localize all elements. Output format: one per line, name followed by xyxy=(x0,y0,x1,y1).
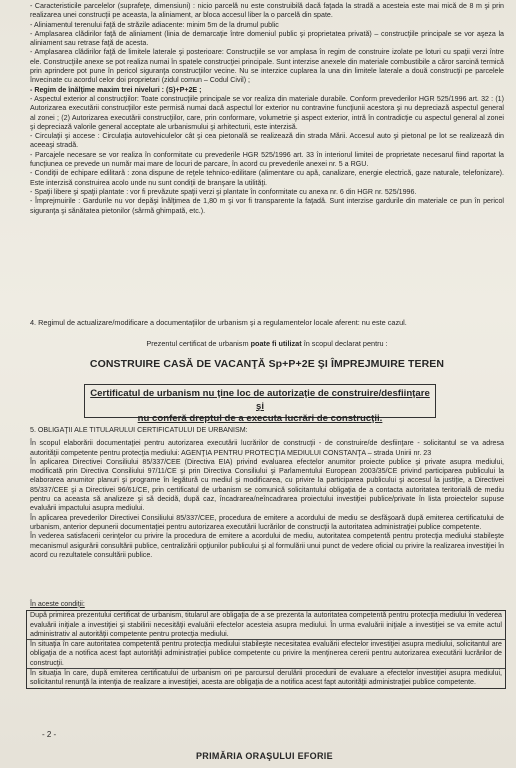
paragraph: - Aliniamentul terenului faţă de străzile adiacente: minim 5m de la drumul public xyxy=(30,20,279,29)
paragraph: În aplicarea Directivei Consiliului 85/337/CEE (Directiva EIA) privind evaluarea efectelor anumitor proiecte publice şi private asupra mediului, modificată prin Directiva Consiliului 97/11/CE şi prin Directiva Consiliului şi Parlamentului European 2003/35/CE privind participarea publicului la elaborarea anumitor planuri şi programe în legătură cu mediul şi modificarea, cu privire la participarea publicului şi accesul la justiţie, a Directivei 85/337/CEE şi a Directivei 96/61/CE, prin certificatul de urbanism se comunică solicitantului obligaţia de a contacta autoritatea teritorială de mediu pentru ca aceasta să analizeze şi să decidă, după caz, încadrarea/neîncadrarea proiectului investiţiei publice/private în lista proiectelor supuse evaluării impactului asupra mediului. xyxy=(30,457,504,513)
notice-box xyxy=(84,384,436,424)
condition-row: După primirea prezentului certificat de urbanism, titularul are obligaţia de a se prezenta la autoritatea competentă pentru protecţia mediului în vederea evaluării iniţiale a investiţiei şi stabilirii necesităţii evaluării efectelor acesteia asupra mediului. În urma evaluării iniţiale a investiţiei se va emite actul administrativ al autorităţii competente pentru protecţia mediului. xyxy=(30,611,502,638)
section-5-heading: 5. OBLIGAŢII ALE TITULARULUI CERTIFICATULUI DE URBANISM: xyxy=(30,426,248,434)
paragraph: - Amplasarea clădirilor faţă de aliniament (linia de demarcaţie între domeniul public şi proprietatea privată) – construcţiile principale se vor aşeza la aliniament sau retrase faţă de acesta. xyxy=(30,29,504,48)
paragraph: - Parcajele necesare se vor realiza în conformitate cu prevederile HGR 525/1996 art. 33 în interiorul limitei de proprietate necesarul fiind raportat la funcţiunea ce prevede un număr mai mare de locuri de parcare, în acord cu prevederile anexei nr. 5 a RGU. xyxy=(30,150,504,169)
purpose-post: în scopul declarat pentru : xyxy=(303,338,388,348)
paragraph: - Împrejmuirile : Gardurile nu vor depăşi înălţimea de 1,80 m şi vor fi transparente la faţadă. Sunt interzise gardurile din materiale ce pun în pericol siguranţa şi sănătatea pietonilor (sârmă ghimpată, etc.). xyxy=(30,197,504,215)
urban-regulations-section xyxy=(30,2,504,216)
paragraph: - Amplasarea clădirilor faţă de limitele laterale şi posterioare: Construcţiile se vor amplasa în regim de construire izolate pe loturi cu spaţii verzi între ele. Construcţiile anexe se pot realiza numai în spatele construcţiei principale. Sunt interzise anexele din materiale combustibile a căror sarcină termică prin aprindere pot pune în pericol siguranţa construcţiilor vecine. Nu se interzice cuplarea la una din limitele laterale a două construcţii pe parcelele învecinate cu acordul celor doi proprietari (zidul comun – Codul Civil) ; xyxy=(30,48,504,85)
section-4-heading: 4. Regimul de actualizare/modificare a documentaţiilor de urbanism şi a regulamentelor locale aferent: nu este cazul. xyxy=(30,318,407,327)
paragraph: - Condiţii de echipare edilitară : zona dispune de reţele tehnico-edilitare (alimentare cu apă, canalizare, energie electrică, gaze naturale, telefonizare). Este interzisă construirea acolo unde nu sunt condiţii de branşare la utilităţi. xyxy=(30,169,504,187)
paragraph: În vederea satisfacerii cerinţelor cu privire la procedura de emitere a acordului de mediu, autoritatea competentă pentru protecţia mediului stabileşte mecanismul asigurării consultării publice, centralizării opţiunilor publicului şi al formulării unui punct de vedere oficial cu privire la realizarea investiţiei în acord cu rezultatele consultării publice. xyxy=(30,532,504,559)
section-5 xyxy=(30,426,504,560)
conditions-section xyxy=(26,600,506,689)
condition-row: În situaţia în care, după emiterea certificatului de urbanism ori pe parcursul derulării procedurii de evaluare a efectelor investiţiei asupra mediului, solicitantul renunţă la intenţia de realizare a investiţiei, acesta are obligaţia de a notifica acest fapt autorităţii administraţiei publice competente. xyxy=(27,668,505,688)
conditions-table xyxy=(26,610,506,688)
purpose-pre: Prezentul certificat de urbanism xyxy=(146,338,249,348)
condition-row: În situaţia în care autoritatea competentă pentru protecţia mediului stabileşte necesitatea evaluării efectelor investiţiei asupra mediului, solicitantul are obligaţia de a notifica acest fapt autorităţii administraţiei publice competente cu privire la menţinerea cererii pentru autorizarea executării lucrărilor de construcţii. xyxy=(27,639,505,668)
construction-title: CONSTRUIRE CASĂ DE VACANŢĂ Sp+P+2E ŞI ÎMPREJMUIRE TEREN xyxy=(89,358,445,370)
purpose-statement xyxy=(30,339,504,349)
paragraph: - Aspectul exterior al construcţiilor: Toate construcţiile principale se vor realiza din materiale durabile. Conform prevederilor HGR 525/1996 art. 32 : (1) Autorizarea executării construcţiilor este permisă numai dacă aspectul lor exterior nu contravine funcţiunii acestora şi nu depreciază aspectul general al zonei ; (2) Autorizarea executării construcţiilor, care, prin conformare, volumetrie şi aspect exterior, intră în contradicţie cu aspectul general al zonei şi depreciază valorile general acceptate ale urbanismului şi arhitecturii, este interzisă. xyxy=(30,94,504,131)
paragraph: - Caracteristicile parcelelor (suprafeţe, dimensiuni) : nicio parcelă nu este construibilă dacă faţada la stradă a acesteia este mai mică de 8 m şi prin realizarea unei construcţii pe aceasta, la aliniament, ar bloca accesul liber la o parcelă din spate. xyxy=(30,2,504,20)
page-number: - 2 - xyxy=(42,730,57,739)
footer-institution: PRIMĂRIA ORAŞULUI EFORIE xyxy=(196,751,333,761)
paragraph: În aplicarea prevederilor Directivei Consiliului 85/337/CEE, procedura de emitere a acordului de mediu se desfăşoară după emiterea certificatului de urbanism, anterior depunerii documentaţiei pentru autorizarea executării lucrărilor de construcţii la autoritatea administraţiei publice competente. xyxy=(30,513,504,531)
paragraph: - Circulaţii şi accese : Circulaţia autovehiculelor cât şi cea pietonală se realizează din strada Mării. Accesul auto şi pietonal pe lot se realizează din aceeaşi stradă. xyxy=(30,132,504,150)
paragraph: În scopul elaborării documentaţiei pentru autorizarea executării lucrărilor de construcţii - de construire/de desfiinţare - solicitantul se va adresa autorităţii competente pentru protecţia mediului: AGENŢIA PENTRU PROTECŢIA MEDIULUI CONSTANŢA – strada Unirii nr. 23 xyxy=(30,439,504,457)
conditions-label: În aceste condiţii: xyxy=(30,600,85,608)
notice-line-2: nu conferă dreptul de a executa lucrări de construcţii. xyxy=(137,413,383,424)
purpose-bold: poate fi utilizat xyxy=(250,338,302,348)
section-4 xyxy=(30,318,504,370)
notice-line-1: Certificatul de urbanism nu ţine loc de autorizaţie de construire/desfiinţare şi xyxy=(90,388,430,412)
paragraph: - Regim de înălţime maxim trei niveluri : (S)+P+2E ; xyxy=(30,85,202,94)
paragraph: - Spaţii libere şi spaţii plantate : vor fi prevăzute spaţii verzi şi plantate în conformitate cu anexa nr. 6 din HGR nr. 525/1996. xyxy=(30,187,417,196)
